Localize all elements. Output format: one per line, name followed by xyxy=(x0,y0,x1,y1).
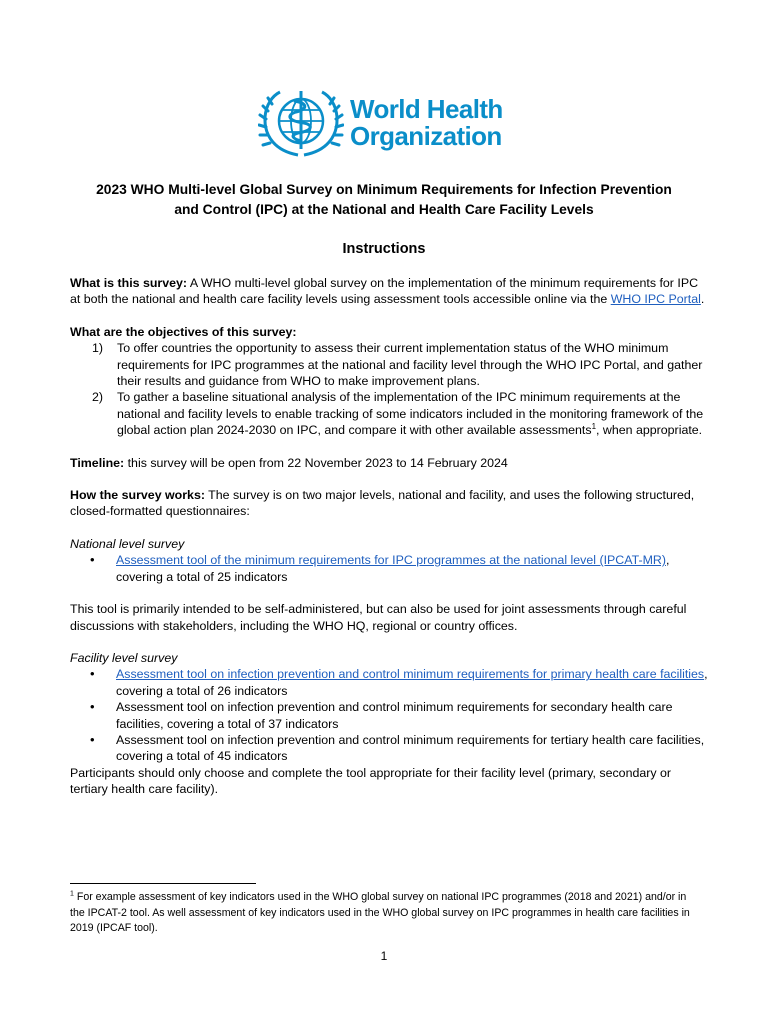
what-label: What is this survey: xyxy=(70,276,188,290)
facility-level-heading: Facility level survey xyxy=(70,650,178,665)
how-text: The survey is on two major levels, national and facility, and uses the following structured, closed-formatted questionnaires: xyxy=(70,488,695,519)
ipcat-mr-link[interactable]: Assessment tool of the minimum requirements for IPC programmes at the national level (IPCAT-MR) xyxy=(116,553,666,568)
national-level-heading: National level survey xyxy=(70,536,185,551)
facility-note: Participants should only choose and complete the tool appropriate for their facility level (primary, secondary or tertiary health care facility). xyxy=(70,765,672,797)
footnote-marker: 1 xyxy=(70,890,74,898)
footnote xyxy=(70,890,700,937)
objective-item xyxy=(70,389,710,438)
logo-line-2: Organization xyxy=(350,121,502,151)
timeline-label: Timeline: xyxy=(70,455,125,470)
objective-number: 2) xyxy=(92,390,104,405)
who-logo xyxy=(258,87,510,159)
national-tail: , covering a total of 25 indicators xyxy=(116,553,670,584)
timeline-paragraph xyxy=(70,455,710,471)
what-after: . xyxy=(700,292,705,307)
objective-tail: , when appropriate. xyxy=(596,423,703,438)
instructions-body xyxy=(70,275,710,798)
how-label: How the survey works: xyxy=(70,488,205,503)
list-item xyxy=(70,552,710,585)
section-heading-instructions: Instructions xyxy=(342,241,426,257)
objective-text: To gather a baseline situational analysis of the implementation of the IPC minimum requirements at the national and facility levels to enable tracking of some indicators included in the monitoring framework of the global action plan 2024-2030 on IPC, and compare it with other available assessments xyxy=(117,390,704,438)
objective-item xyxy=(70,340,710,389)
title-line-1: 2023 WHO Multi-level Global Survey on Minimum Requirements for Infection Prevention xyxy=(96,182,672,197)
objectives-section xyxy=(70,324,710,439)
objectives-label: What are the objectives of this survey: xyxy=(70,324,297,339)
footnote-divider xyxy=(70,883,256,884)
what-text: A WHO multi-level global survey on the implementation of the minimum requirements for IPC at both the national and health care facility levels using assessment tools accessible online via the xyxy=(70,276,699,307)
who-emblem-icon xyxy=(258,87,344,159)
list-item xyxy=(70,666,710,699)
list-item: • Assessment tool on infection prevention and control minimum requirements for tertiary health care facilities, covering a total of 45 indicators xyxy=(70,732,710,765)
title-line-2: and Control (IPC) at the National and Health Care Facility Levels xyxy=(174,202,594,217)
logo-line-1: World Health xyxy=(350,94,503,124)
objective-text: To offer countries the opportunity to assess their current implementation status of the WHO minimum requirements for IPC programmes at the national and facility level through the WHO IPC Portal, and gather their results and guidance from WHO to make improvement plans. xyxy=(117,341,703,389)
who-logo-text xyxy=(350,96,503,150)
document-title xyxy=(40,180,728,220)
facility-tools-list xyxy=(70,666,710,764)
tool-note-paragraph: This tool is primarily intended to be self-administered, but can also be used for joint assessments through careful discussions with stakeholders, including the WHO HQ, regional or country offices. xyxy=(70,602,687,633)
who-ipc-portal-link[interactable]: WHO IPC Portal xyxy=(610,292,701,307)
national-tools-list xyxy=(70,552,710,585)
objective-number: 1) xyxy=(92,341,104,356)
facility-level-section xyxy=(70,650,710,798)
timeline-text: this survey will be open from 22 November 2023 to 14 February 2024 xyxy=(124,455,508,470)
list-item: • Assessment tool on infection prevention and control minimum requirements for secondary health care facilities, covering a total of 37 indicators xyxy=(70,699,710,732)
objectives-list xyxy=(70,340,710,438)
national-level-section xyxy=(70,536,710,585)
page-number: 1 xyxy=(380,949,388,963)
footnote-reference: 1 xyxy=(591,422,597,432)
footnote-text: For example assessment of key indicators used in the WHO global survey on national IPC programmes (2018 and 2021) and/or in the IPCAT-2 tool. As well assessment of key indicators used in the WHO global survey on IPC programmes in health care facilities in 2019 (IPCAF tool). xyxy=(70,891,690,935)
how-survey-works-paragraph xyxy=(70,487,710,520)
what-is-survey-paragraph xyxy=(70,275,710,308)
primary-care-tool-link[interactable]: Assessment tool on infection prevention and control minimum requirements for primary health care facilities xyxy=(116,667,705,682)
facility-item-1-tail: , covering a total of 26 indicators xyxy=(116,667,708,698)
